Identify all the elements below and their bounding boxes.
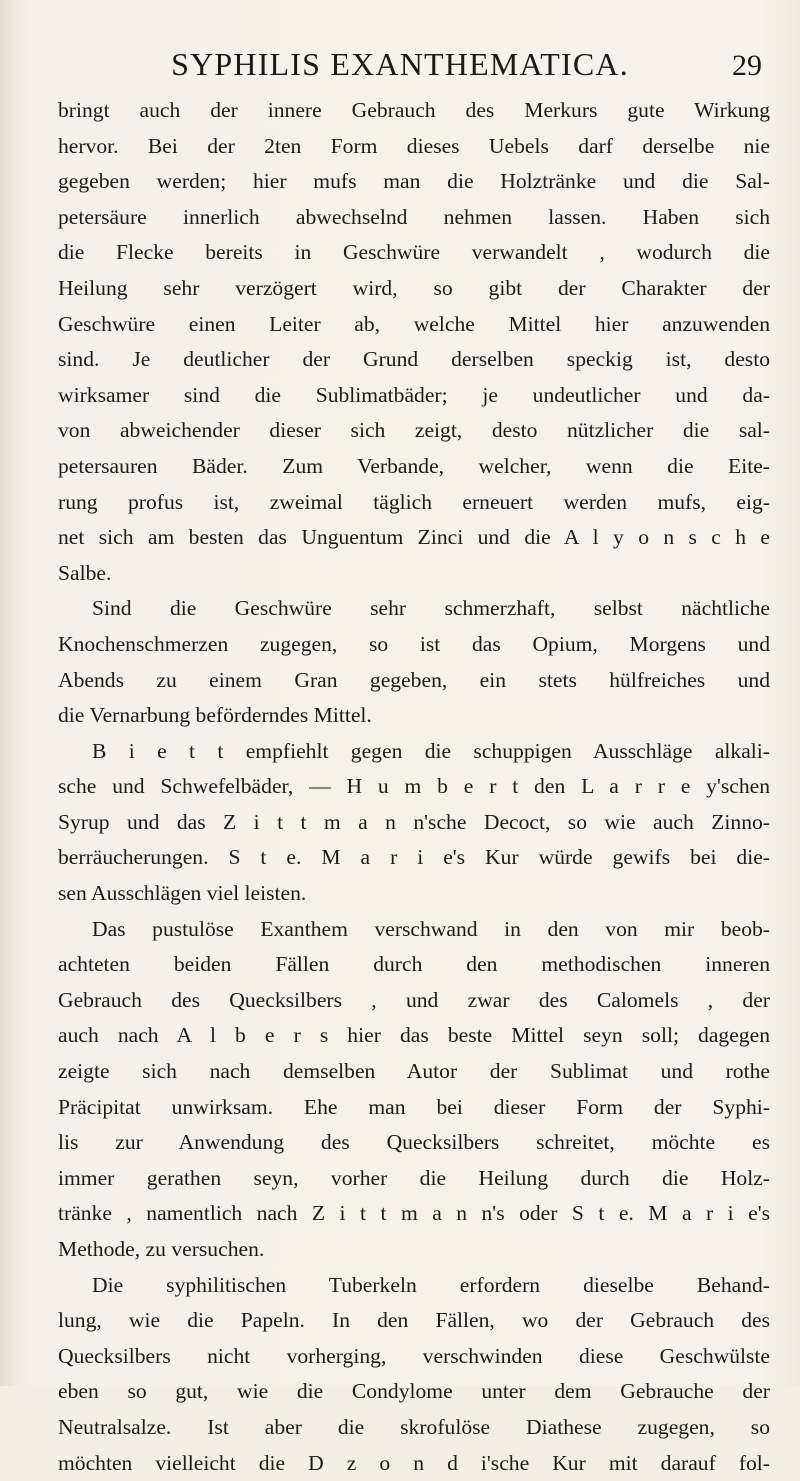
text-line: Geschwüre einen Leiter ab, welche Mittel hier anzuwenden xyxy=(58,311,770,336)
text-line: petersauren Bäder. Zum Verbande, welcher, wenn die Eite- xyxy=(58,453,770,478)
text-line: Abends zu einem Gran gegeben, ein stets hülfreiches und xyxy=(58,667,770,692)
text-line: Syrup und das Z i t t m a n n'sche Decoct, so wie auch Zinno- xyxy=(58,809,770,834)
text-line: gegeben werden; hier mufs man die Holztränke und die Sal- xyxy=(58,169,770,194)
text-line: sen Ausschlägen viel leisten. xyxy=(58,881,307,906)
text-line: petersäure innerlich abwechselnd nehmen lassen. Haben sich xyxy=(58,204,770,229)
body-text xyxy=(58,93,770,1481)
text-line: Quecksilbers nicht vorherging, verschwinden diese Geschwülste xyxy=(58,1343,770,1368)
text-line: lung, wie die Papeln. In den Fällen, wo der Gebrauch des xyxy=(58,1308,770,1333)
text-line: wirksamer sind die Sublimatbäder; je undeutlicher und da- xyxy=(58,382,770,407)
text-line: von abweichender dieser sich zeigt, desto nützlicher die sal- xyxy=(58,418,770,443)
text-line: sind. Je deutlicher der Grund derselben speckig ist, desto xyxy=(58,347,770,372)
text-line: berräucherungen. S t e. M a r i e's Kur würde gewifs bei die- xyxy=(58,845,770,870)
running-head: SYPHILIS EXANTHEMATICA. xyxy=(171,46,629,82)
text-line: tränke , namentlich nach Z i t t m a n n's oder S t e. M a r i e's xyxy=(58,1201,770,1226)
text-line: immer gerathen seyn, vorher die Heilung durch die Holz- xyxy=(58,1165,770,1190)
text-line: hervor. Bei der 2ten Form dieses Uebels darf derselbe nie xyxy=(58,133,770,158)
text-line: lis zur Anwendung des Quecksilbers schreitet, möchte es xyxy=(58,1130,770,1155)
text-line: die Vernarbung beförderndes Mittel. xyxy=(58,703,372,728)
text-line: net sich am besten das Unguentum Zinci und die A l y o n s c h e xyxy=(58,525,770,550)
text-line: Präcipitat unwirksam. Ehe man bei dieser Form der Syphi- xyxy=(58,1094,770,1119)
text-line: die Flecke bereits in Geschwüre verwandelt , wodurch die xyxy=(58,240,770,265)
text-line: Das pustulöse Exanthem verschwand in den von mir beob- xyxy=(92,916,770,941)
text-line: auch nach A l b e r s hier das beste Mittel seyn soll; dagegen xyxy=(58,1023,770,1048)
text-line: Heilung sehr verzögert wird, so gibt der Charakter der xyxy=(58,275,770,300)
text-line: achteten beiden Fällen durch den methodischen inneren xyxy=(58,952,770,977)
text-line: Sind die Geschwüre sehr schmerzhaft, selbst nächtliche xyxy=(92,596,770,621)
text-line: B i e t t empfiehlt gegen die schuppigen Ausschläge alkali- xyxy=(92,738,770,763)
text-line: Knochenschmerzen zugegen, so ist das Opium, Morgens und xyxy=(58,631,770,656)
text-line: Neutralsalze. Ist aber die skrofulöse Diathese zugegen, so xyxy=(58,1414,770,1439)
text-line: rung profus ist, zweimal täglich erneuert werden mufs, eig- xyxy=(58,489,770,514)
text-line: Gebrauch des Quecksilbers , und zwar des Calomels , der xyxy=(58,987,770,1012)
text-line: sche und Schwefelbäder, — H u m b e r t den L a r r e y'schen xyxy=(58,774,770,799)
text-line: bringt auch der innere Gebrauch des Merkurs gute Wirkung xyxy=(58,98,770,122)
text-line: Methode, zu versuchen. xyxy=(58,1237,265,1261)
text-line: zeigte sich nach demselben Autor der Sublimat und rothe xyxy=(58,1059,770,1084)
page-gutter-shadow xyxy=(0,0,16,1386)
text-line: eben so gut, wie die Condylome unter dem Gebrauche der xyxy=(58,1379,770,1404)
text-line: Die syphilitischen Tuberkeln erfordern dieselbe Behand- xyxy=(92,1272,770,1297)
text-line: möchten vielleicht die D z o n d i'sche Kur mit darauf fol- xyxy=(58,1450,770,1475)
page-number: 29 xyxy=(732,49,762,82)
text-line: Salbe. xyxy=(58,560,112,585)
